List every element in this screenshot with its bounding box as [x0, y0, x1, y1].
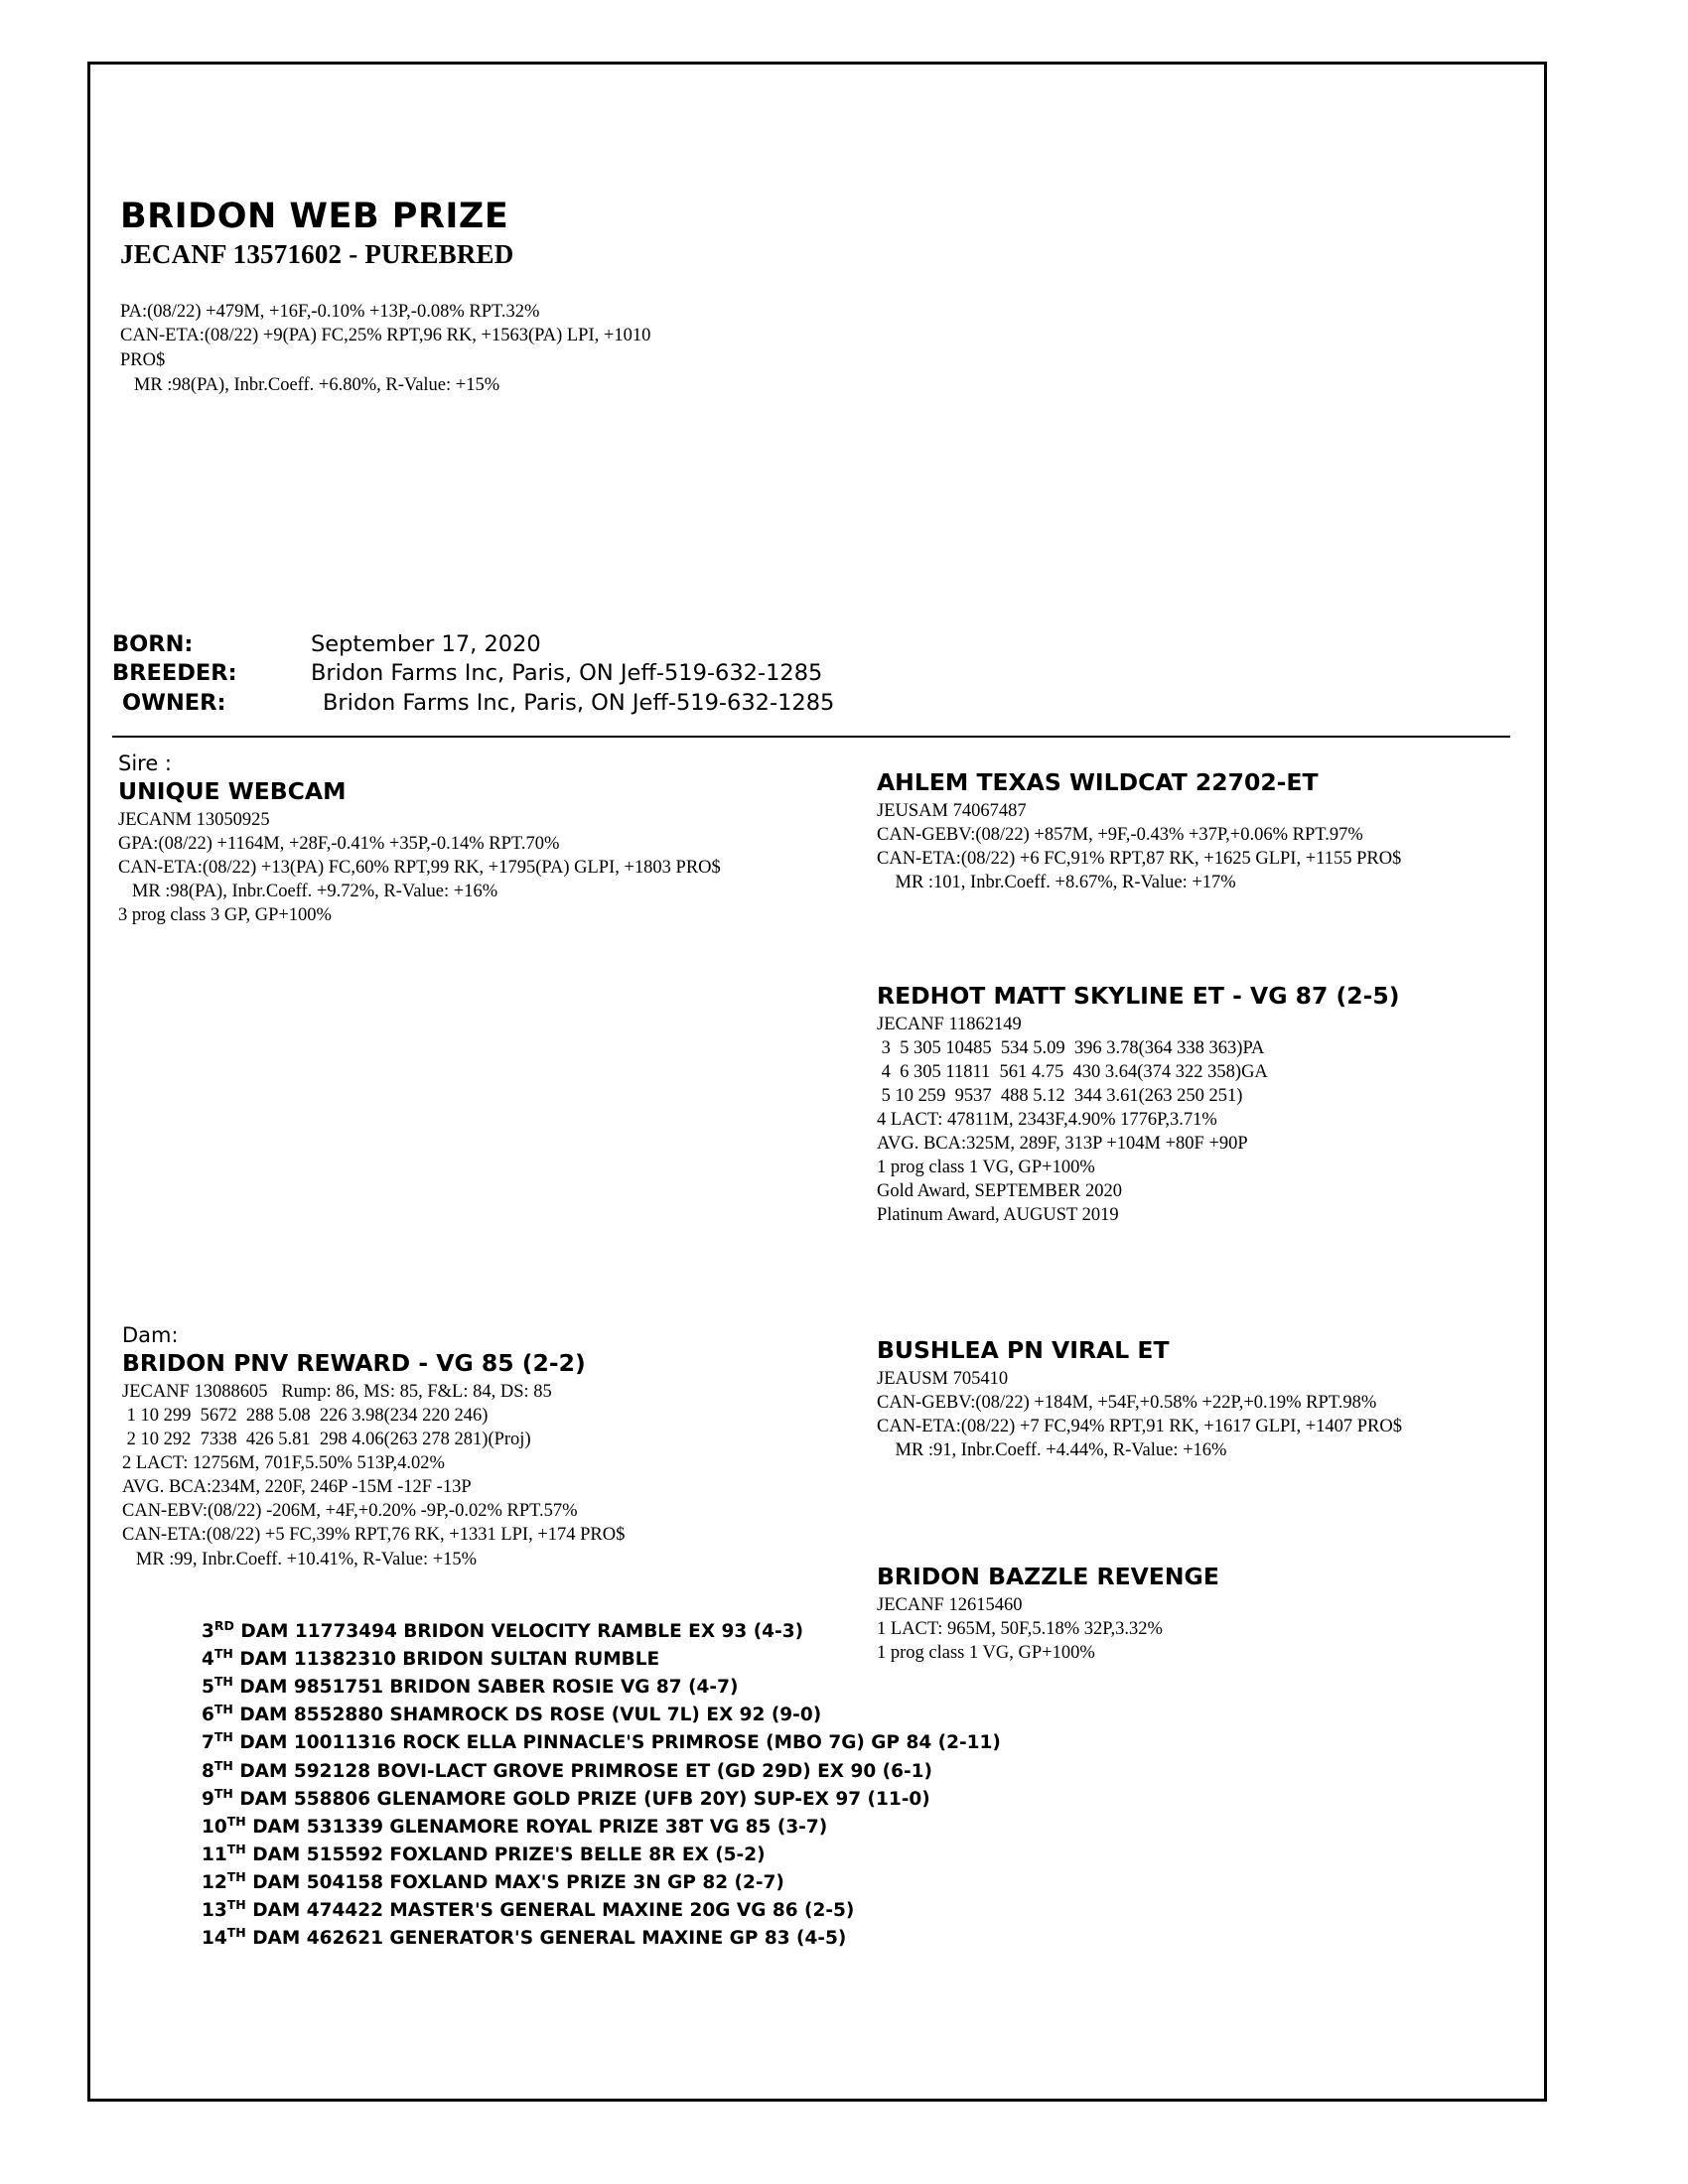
ancestor-dam-list: [202, 1618, 1046, 1953]
ancestor-dam-row: [202, 1646, 1046, 1674]
ancestor-dam-row: [202, 1758, 1046, 1786]
born-value: September 17, 2020: [311, 631, 541, 657]
ancestor-dam-row: [202, 1729, 1046, 1757]
ancestor-dam-row: [202, 1869, 1046, 1897]
dam-sire-entry: [877, 1337, 1512, 1462]
dam-details: JECANF 13088605 Rump: 86, MS: 85, F&L: 84, DS: 85 1 10 299 5672 288 5.08 226 3.98(234 220 246) 2 10 292 7338 426 5.81 298 4.06(263 278 281)(Proj) 2 LACT: 12756M, 701F,5.50% 513P,4.02% AVG. BCA:234M, 220F, 246P -15M -12F -13P CAN-EBV:(08/22) -206M, +4F,+0.20% -9P,-0.02% RPT.57% CAN-ETA:(08/22) +5 FC,39% RPT,76 RK, +1331 LPI, +174 PRO$ MR :99, Inbr.Coeff. +10.41%, R-Value: +15%: [122, 1382, 626, 1570]
ancestor-dam-row: [202, 1842, 1046, 1869]
sire-relation-label: Sire :: [118, 751, 173, 775]
dam-entry: [122, 1323, 837, 1571]
ancestor-dam-ordinal-suffix: TH: [213, 1757, 233, 1773]
ancestor-dam-ordinal: 4: [202, 1649, 214, 1671]
ancestor-dam-ordinal: 7: [202, 1732, 214, 1754]
ancestor-dam-ordinal: 10: [202, 1816, 227, 1838]
ancestor-dam-row: [202, 1897, 1046, 1925]
sire-sire-details: JEUSAM 74067487 CAN-GEBV:(08/22) +857M, +9F,-0.43% +37P,+0.06% RPT.97% CAN-ETA:(08/22) +6 FC,91% RPT,87 RK, +1625 GLPI, +1155 PRO$ MR :101, Inbr.Coeff. +8.67%, R-Value: +17%: [877, 801, 1402, 893]
sire-name: UNIQUE WEBCAM: [118, 777, 347, 806]
ancestor-dam-row: [202, 1925, 1046, 1953]
ancestor-dam-text: DAM 11382310 BRIDON SULTAN RUMBLE: [232, 1649, 660, 1671]
registration-line: JECANF 13571602 - PUREBRED: [120, 238, 514, 269]
born-label: BORN:: [112, 631, 194, 657]
ancestor-dam-ordinal: 11: [202, 1843, 227, 1865]
ancestor-dam-ordinal-suffix: TH: [213, 1645, 233, 1661]
ancestor-dam-ordinal-suffix: TH: [226, 1925, 246, 1941]
ancestor-dam-ordinal: 12: [202, 1871, 227, 1893]
ancestor-dam-text: DAM 462621 GENERATOR'S GENERAL MAXINE GP 83 (4-5): [245, 1928, 847, 1950]
ancestor-dam-text: DAM 531339 GLENAMORE ROYAL PRIZE 38T VG 85 (3-7): [245, 1816, 828, 1838]
ancestor-dam-text: DAM 8552880 SHAMROCK DS ROSE (VUL 7L) EX 92 (9-0): [232, 1705, 822, 1726]
ancestor-dam-row: [202, 1702, 1046, 1729]
ancestor-dam-ordinal-suffix: RD: [213, 1617, 234, 1633]
sire-dam-name: REDHOT MATT SKYLINE ET - VG 87 (2-5): [877, 982, 1400, 1010]
ancestor-dam-row: [202, 1814, 1046, 1842]
ancestor-dam-row: [202, 1618, 1046, 1646]
ancestor-dam-ordinal: 13: [202, 1900, 227, 1922]
ancestor-dam-ordinal-suffix: TH: [226, 1896, 246, 1912]
ancestor-dam-ordinal-suffix: TH: [213, 1729, 233, 1745]
ancestor-dam-ordinal-suffix: TH: [213, 1674, 233, 1690]
dam-dam-name: BRIDON BAZZLE REVENGE: [877, 1563, 1219, 1590]
sire-entry: [118, 751, 813, 927]
ancestor-dam-ordinal: 6: [202, 1705, 214, 1726]
page-title: BRIDON WEB PRIZE: [120, 197, 509, 236]
breeder-label: BREEDER:: [112, 660, 237, 687]
born-row: [112, 630, 1502, 659]
owner-label: OWNER:: [122, 689, 226, 716]
ancestor-dam-ordinal: 3: [202, 1621, 214, 1642]
ancestor-dam-text: DAM 474422 MASTER'S GENERAL MAXINE 20G VG 86 (2-5): [245, 1900, 855, 1922]
ancestor-dam-ordinal-suffix: TH: [226, 1813, 246, 1829]
sire-dam-details: JECANF 11862149 3 5 305 10485 534 5.09 396 3.78(364 338 363)PA 4 6 305 11811 561 4.75 430 3.64(374 322 358)GA 5 10 259 9537 488 5.12 344 3.61(263 250 251) 4 LACT: 47811M, 2343F,4.90% 1776P,3.71% AVG. BCA:325M, 289F, 313P +104M +80F +90P 1 prog class 1 VG, GP+100% Gold Award, SEPTEMBER 2020 Platinum Award, AUGUST 2019: [877, 1015, 1268, 1226]
breeder-value: Bridon Farms Inc, Paris, ON Jeff-519-632-1285: [311, 660, 823, 687]
pedigree-page: [87, 62, 1547, 2102]
ancestor-dam-text: DAM 10011316 ROCK ELLA PINNACLE'S PRIMROSE (MBO 7G) GP 84 (2-11): [232, 1732, 1001, 1754]
dam-dam-details: JECANF 12615460 1 LACT: 965M, 50F,5.18% 32P,3.32% 1 prog class 1 VG, GP+100%: [877, 1595, 1163, 1664]
sire-sire-entry: [877, 769, 1512, 894]
ancestor-dam-ordinal: 9: [202, 1788, 214, 1810]
dam-name: BRIDON PNV REWARD - VG 85 (2-2): [122, 1349, 586, 1378]
sire-sire-name: AHLEM TEXAS WILDCAT 22702-ET: [877, 768, 1319, 796]
ancestor-dam-text: DAM 515592 FOXLAND PRIZE'S BELLE 8R EX (5-2): [245, 1843, 766, 1865]
page-content: [90, 65, 1544, 2099]
sire-details: JECANM 13050925 GPA:(08/22) +1164M, +28F,-0.41% +35P,-0.14% RPT.70% CAN-ETA:(08/22) +13(PA) FC,60% RPT,99 RK, +1795(PA) GLPI, +1803 PRO$ MR :98(PA), Inbr.Coeff. +9.72%, R-Value: +16% 3 prog class 3 GP, GP+100%: [118, 810, 721, 926]
ancestor-dam-ordinal: 14: [202, 1928, 227, 1950]
ancestor-dam-ordinal: 5: [202, 1677, 214, 1699]
ancestor-dam-ordinal-suffix: TH: [226, 1868, 246, 1884]
owner-value: Bridon Farms Inc, Paris, ON Jeff-519-632-1285: [323, 689, 835, 716]
ancestor-dam-text: DAM 11773494 BRIDON VELOCITY RAMBLE EX 93 (4-3): [233, 1621, 804, 1642]
breeder-row: [112, 659, 1502, 688]
dam-sire-name: BUSHLEA PN VIRAL ET: [877, 1336, 1170, 1364]
section-divider: [112, 736, 1510, 738]
animal-details: [112, 630, 1502, 718]
ancestor-dam-text: DAM 558806 GLENAMORE GOLD PRIZE (UFB 20Y) SUP-EX 97 (11-0): [232, 1788, 930, 1810]
ancestor-dam-ordinal-suffix: TH: [213, 1785, 233, 1801]
animal-stats: PA:(08/22) +479M, +16F,-0.10% +13P,-0.08% RPT.32% CAN-ETA:(08/22) +9(PA) FC,25% RPT,96 RK, +1563(PA) LPI, +1010 PRO$ MR :98(PA), Inbr.Coeff. +6.80%, R-Value: +15%: [120, 301, 651, 395]
dam-sire-details: JEAUSM 705410 CAN-GEBV:(08/22) +184M, +54F,+0.58% +22P,+0.19% RPT.98% CAN-ETA:(08/22) +7 FC,94% RPT,91 RK, +1617 GLPI, +1407 PRO$ MR :91, Inbr.Coeff. +4.44%, R-Value: +16%: [877, 1369, 1402, 1461]
ancestor-dam-ordinal-suffix: TH: [213, 1702, 233, 1717]
ancestor-dam-text: DAM 592128 BOVI-LACT GROVE PRIMROSE ET (GD 29D) EX 90 (6-1): [232, 1760, 932, 1782]
ancestor-dam-text: DAM 504158 FOXLAND MAX'S PRIZE 3N GP 82 (2-7): [245, 1871, 784, 1893]
animal-header: [120, 199, 1510, 397]
ancestor-dam-row: [202, 1674, 1046, 1702]
dam-relation-label: Dam:: [122, 1323, 179, 1347]
ancestor-dam-text: DAM 9851751 BRIDON SABER ROSIE VG 87 (4-7): [232, 1677, 739, 1699]
sire-dam-entry: [877, 983, 1512, 1227]
ancestor-dam-ordinal-suffix: TH: [226, 1841, 246, 1856]
ancestor-dam-row: [202, 1786, 1046, 1814]
ancestor-dam-ordinal: 8: [202, 1760, 214, 1782]
owner-row: [112, 689, 1502, 718]
